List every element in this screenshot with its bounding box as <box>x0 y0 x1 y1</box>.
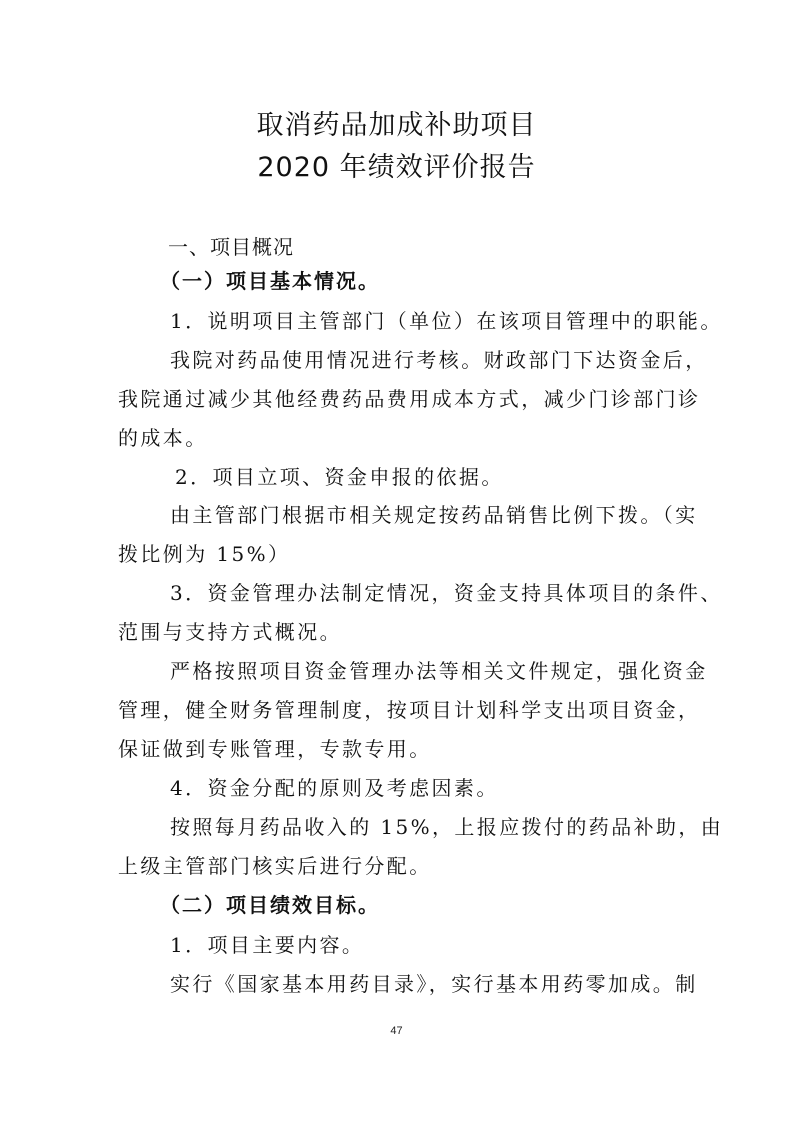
paragraph-line: 保证做到专账管理，专款专用。 <box>118 737 432 761</box>
subsection-heading-performance-goals: （二）项目绩效目标。 <box>160 893 380 917</box>
paragraph-line: 1．说明项目主管部门（单位）在该项目管理中的职能。 <box>170 309 723 333</box>
paragraph-line: 由主管部门根据市相关规定按药品销售比例下拨。（实 <box>170 503 698 527</box>
report-title-line-2: 2020 年绩效评价报告 <box>257 152 536 183</box>
paragraph-line: 的成本。 <box>118 426 208 450</box>
paragraph-line: 拨比例为 15%） <box>118 542 291 566</box>
paragraph-line: 3．资金管理办法制定情况，资金支持具体项目的条件、 <box>170 581 723 605</box>
paragraph-line: 范围与支持方式概况。 <box>118 620 342 644</box>
subsection-heading-basic-info: （一）项目基本情况。 <box>160 269 380 293</box>
paragraph-line: 1．项目主要内容。 <box>170 933 365 957</box>
paragraph-line: 我院对药品使用情况进行考核。财政部门下达资金后， <box>170 348 708 372</box>
paragraph-line: 管理，健全财务管理制度，按项目计划科学支出项目资金， <box>118 698 701 722</box>
paragraph-line: 4．资金分配的原则及考虑因素。 <box>170 776 499 800</box>
page-number: 47 <box>390 1025 403 1037</box>
section-heading-overview: 一、项目概况 <box>168 235 294 259</box>
paragraph-line: 实行《国家基本用药目录》，实行基本用药零加成。制 <box>170 972 698 996</box>
paragraph-line: 2．项目立项、资金申报的依据。 <box>175 465 504 489</box>
paragraph-line: 我院通过减少其他经费药品费用成本方式，减少门诊部门诊 <box>118 387 701 411</box>
paragraph-line: 按照每月药品收入的 15%，上报应拨付的药品补助，由 <box>170 815 724 839</box>
report-title-line-1: 取消药品加成补助项目 <box>256 110 537 141</box>
paragraph-line: 严格按照项目资金管理办法等相关文件规定，强化资金 <box>170 659 708 683</box>
paragraph-line: 上级主管部门核实后进行分配。 <box>118 854 432 878</box>
